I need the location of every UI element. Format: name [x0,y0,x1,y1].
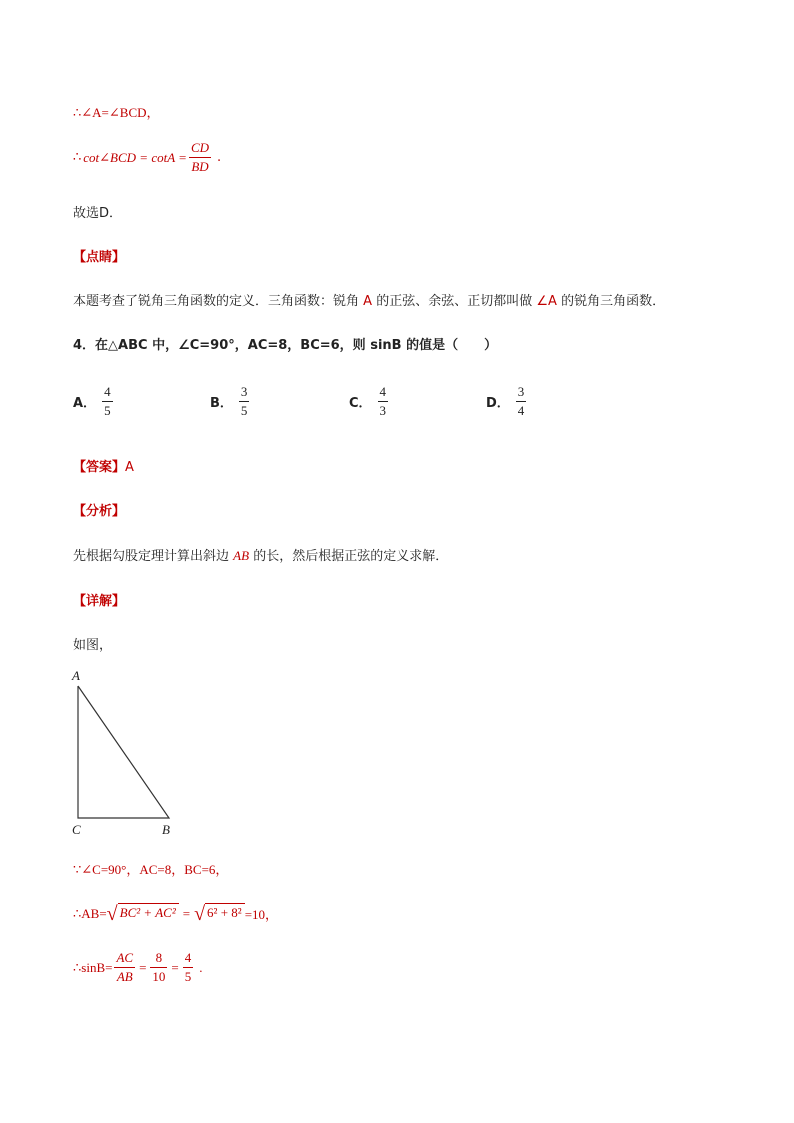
tag-analysis: 【分析】 [73,504,126,519]
therefore-symbol: ∴ [73,150,82,165]
answer-line [73,456,134,475]
option-b-num: 3 [239,384,250,402]
tag-dianjing: 【点睛】 [73,250,126,265]
analysis-text-ab: AB [233,548,250,563]
option-c-den: 3 [379,403,387,418]
dianjing-text-a: 本题考查了锐角三角函数的定义．三角函数：锐角 [73,294,360,309]
step-angle-equal: ∴∠A=∠BCD， [73,105,160,120]
dianjing-text-a-letter: A [363,294,373,309]
fraction-numerator: CD [189,140,211,158]
option-a-num: 4 [102,384,113,402]
radicand-1: BC² + AC² [118,903,179,921]
option-a-fraction [102,384,113,419]
step-cot-equation [73,140,221,175]
frac3-den: 5 [184,969,192,984]
option-a-label: A． [73,396,97,411]
ab-result: =10， [244,907,279,922]
detail-intro: 如图， [73,638,113,653]
frac2-den: 10 [152,969,166,984]
triangle-abc [78,686,169,818]
frac-8-10 [150,950,167,985]
tag-answer: 【答案】 [73,460,126,475]
analysis-text-a: 先根据勾股定理计算出斜边 [73,549,230,564]
option-b-fraction [239,384,250,419]
option-b[interactable] [210,384,251,419]
option-a[interactable] [73,384,115,419]
analysis-text-c: 的长，然后根据正弦的定义求解． [253,549,449,564]
vertex-label-c: C [72,822,81,837]
sinb-prefix: ∴sinB= [73,959,113,975]
step-ab-length [73,903,278,924]
answer-value: A [125,460,134,475]
choose-d-text: 故选D． [73,206,123,221]
frac1-den: AB [116,969,133,984]
option-c[interactable] [349,384,390,419]
frac1-num: AC [114,950,135,968]
step-sinb: ∴sinB= $\frac{AC}{AB}$ = $\frac{8}{10}$ = $\frac{4}{5}$ . [73,950,203,984]
option-d-num: 3 [516,384,527,402]
ab-prefix: ∴AB= [73,905,107,921]
fraction-denominator: BD [191,159,209,174]
cot-expression: cot∠BCD = cotA = [83,149,187,165]
frac-ac-ab [114,950,135,985]
sinb-end: . [199,959,203,975]
step-given: ∵∠C=90°，AC=8，BC=6， [73,862,229,877]
cd-over-bd-fraction [189,140,211,175]
frac2-num: 8 [150,950,167,968]
sqrt-bc-ac: √ BC² + AC² [107,903,179,924]
option-d-fraction [516,384,527,419]
question-text: 在△ABC 中，∠C=90°，AC=8，BC=6，则 sinB 的值是（ ） [95,338,498,353]
radicand-2: 6² + 8² [205,903,245,921]
dianjing-text-angle: ∠A [536,294,557,309]
sqrt-6-8: √ 6² + 8² [194,903,245,924]
question-number: 4． [73,338,96,353]
triangle-figure [66,664,186,840]
tag-detail: 【详解】 [73,594,126,609]
analysis-text [73,545,448,564]
vertex-label-a: A [72,668,80,683]
vertex-label-b: B [162,822,170,837]
equals-sign: = [182,905,191,921]
dianjing-text-e: 的锐角三角函数． [561,294,666,309]
option-d-label: D． [486,396,510,411]
frac3-num: 4 [183,950,194,968]
option-b-label: B． [210,396,233,411]
question-4 [73,334,497,353]
option-c-label: C． [349,396,372,411]
option-d[interactable] [486,384,528,419]
frac-4-5 [183,950,194,985]
option-c-fraction [378,384,389,419]
dianjing-text-c: 的正弦、余弦、正切都叫做 [376,294,533,309]
period: . [217,150,222,165]
option-b-den: 5 [240,403,248,418]
option-a-den: 5 [104,403,111,418]
option-c-num: 4 [378,384,389,402]
option-d-den: 4 [517,403,525,418]
dianjing-text [73,290,665,309]
